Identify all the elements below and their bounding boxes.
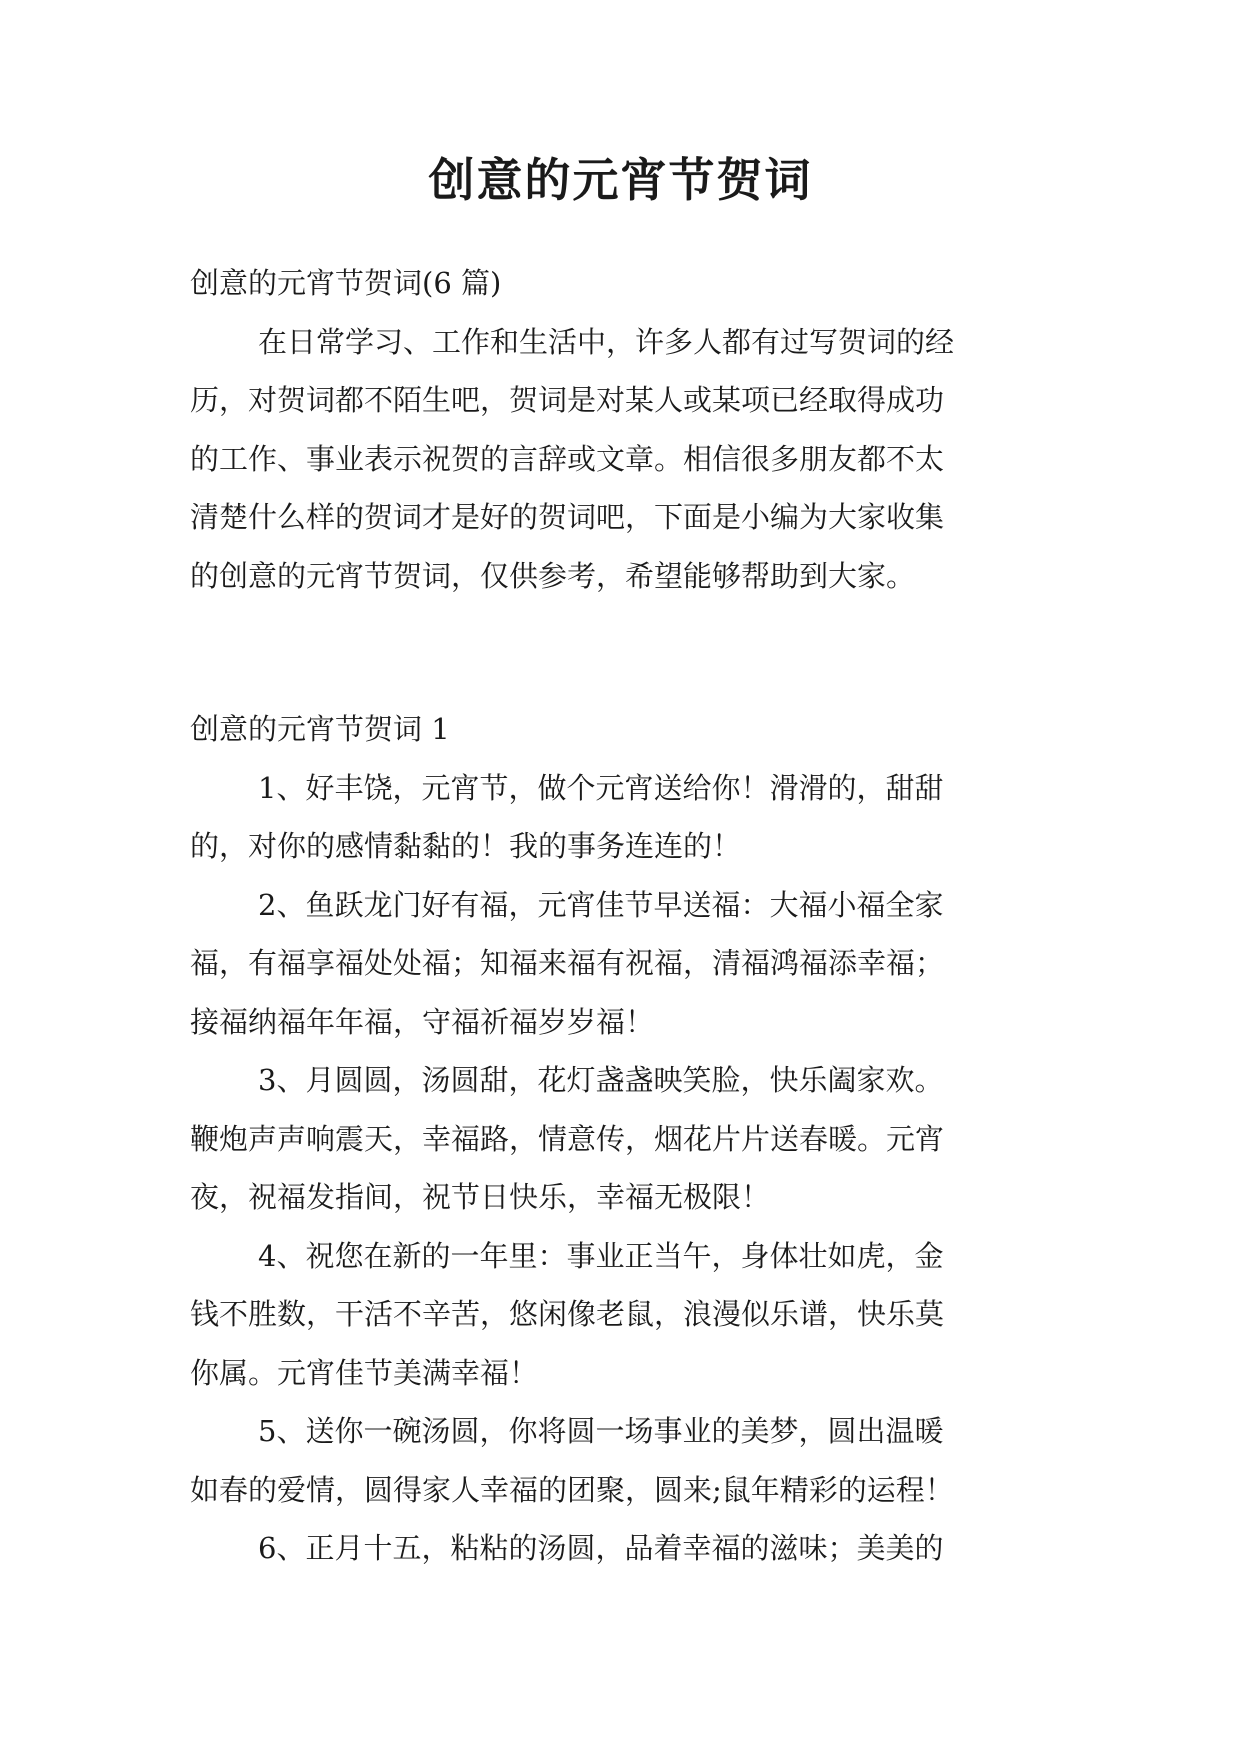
intro-line: 历，对贺词都不陌生吧，贺词是对某人或某项已经取得成功: [190, 383, 945, 417]
list-item-2-line: 福，有福享福处处福；知福来福有祝福，清福鸿福添幸福；: [190, 946, 945, 980]
intro-heading: 创意的元宵节贺词(6 篇): [190, 266, 502, 300]
intro-section: [190, 254, 1058, 605]
list-item-3-line: 3、月圆圆，汤圆甜，花灯盏盏映笑脸，快乐阖家欢。: [258, 1063, 944, 1097]
list-item-4-line: 你属。元宵佳节美满幸福！: [190, 1355, 539, 1390]
intro-line: 在日常学习、工作和生活中，许多人都有过写贺词的经: [258, 324, 955, 359]
intro-line: 的创意的元宵节贺词，仅供参考，希望能够帮助到大家。: [190, 558, 916, 593]
document-title: 创意的元宵节贺词: [428, 153, 813, 207]
list-item-3-line: 夜，祝福发指间，祝节日快乐，幸福无极限！: [190, 1180, 771, 1214]
list-item-4-line: 4、祝您在新的一年里：事业正当午，身体壮如虎，金: [258, 1238, 944, 1273]
intro-line: 清楚什么样的贺词才是好的贺词吧，下面是小编为大家收集: [190, 500, 945, 534]
intro-line: 的工作、事业表示祝贺的言辞或文章。相信很多朋友都不太: [190, 441, 945, 476]
section-1: [190, 700, 1058, 1578]
list-item-5-line: 5、送你一碗汤圆，你将圆一场事业的美梦，圆出温暖: [258, 1414, 944, 1448]
list-item-2-line: 2、鱼跃龙门好有福，元宵佳节早送福：大福小福全家: [258, 887, 944, 922]
list-item-4-line: 钱不胜数，干活不辛苦，悠闲像老鼠，浪漫似乐谱，快乐莫: [190, 1297, 945, 1331]
section-1-heading: 创意的元宵节贺词 1: [190, 712, 450, 746]
list-item-3-line: 鞭炮声声响震天，幸福路，情意传，烟花片片送春暖。元宵: [190, 1121, 945, 1156]
list-item-1-line: 1、好丰饶，元宵节，做个元宵送给你！滑滑的，甜甜: [258, 770, 944, 805]
list-item-6-line: 6、正月十五，粘粘的汤圆，品着幸福的滋味；美美的: [258, 1531, 944, 1565]
list-item-5-line: 如春的爱情，圆得家人幸福的团聚，圆来;鼠年精彩的运程！: [190, 1472, 954, 1507]
list-item-2-line: 接福纳福年年福，守福祈福岁岁福！: [190, 1004, 655, 1039]
list-item-1-line: 的，对你的感情黏黏的！我的事务连连的！: [190, 829, 742, 863]
